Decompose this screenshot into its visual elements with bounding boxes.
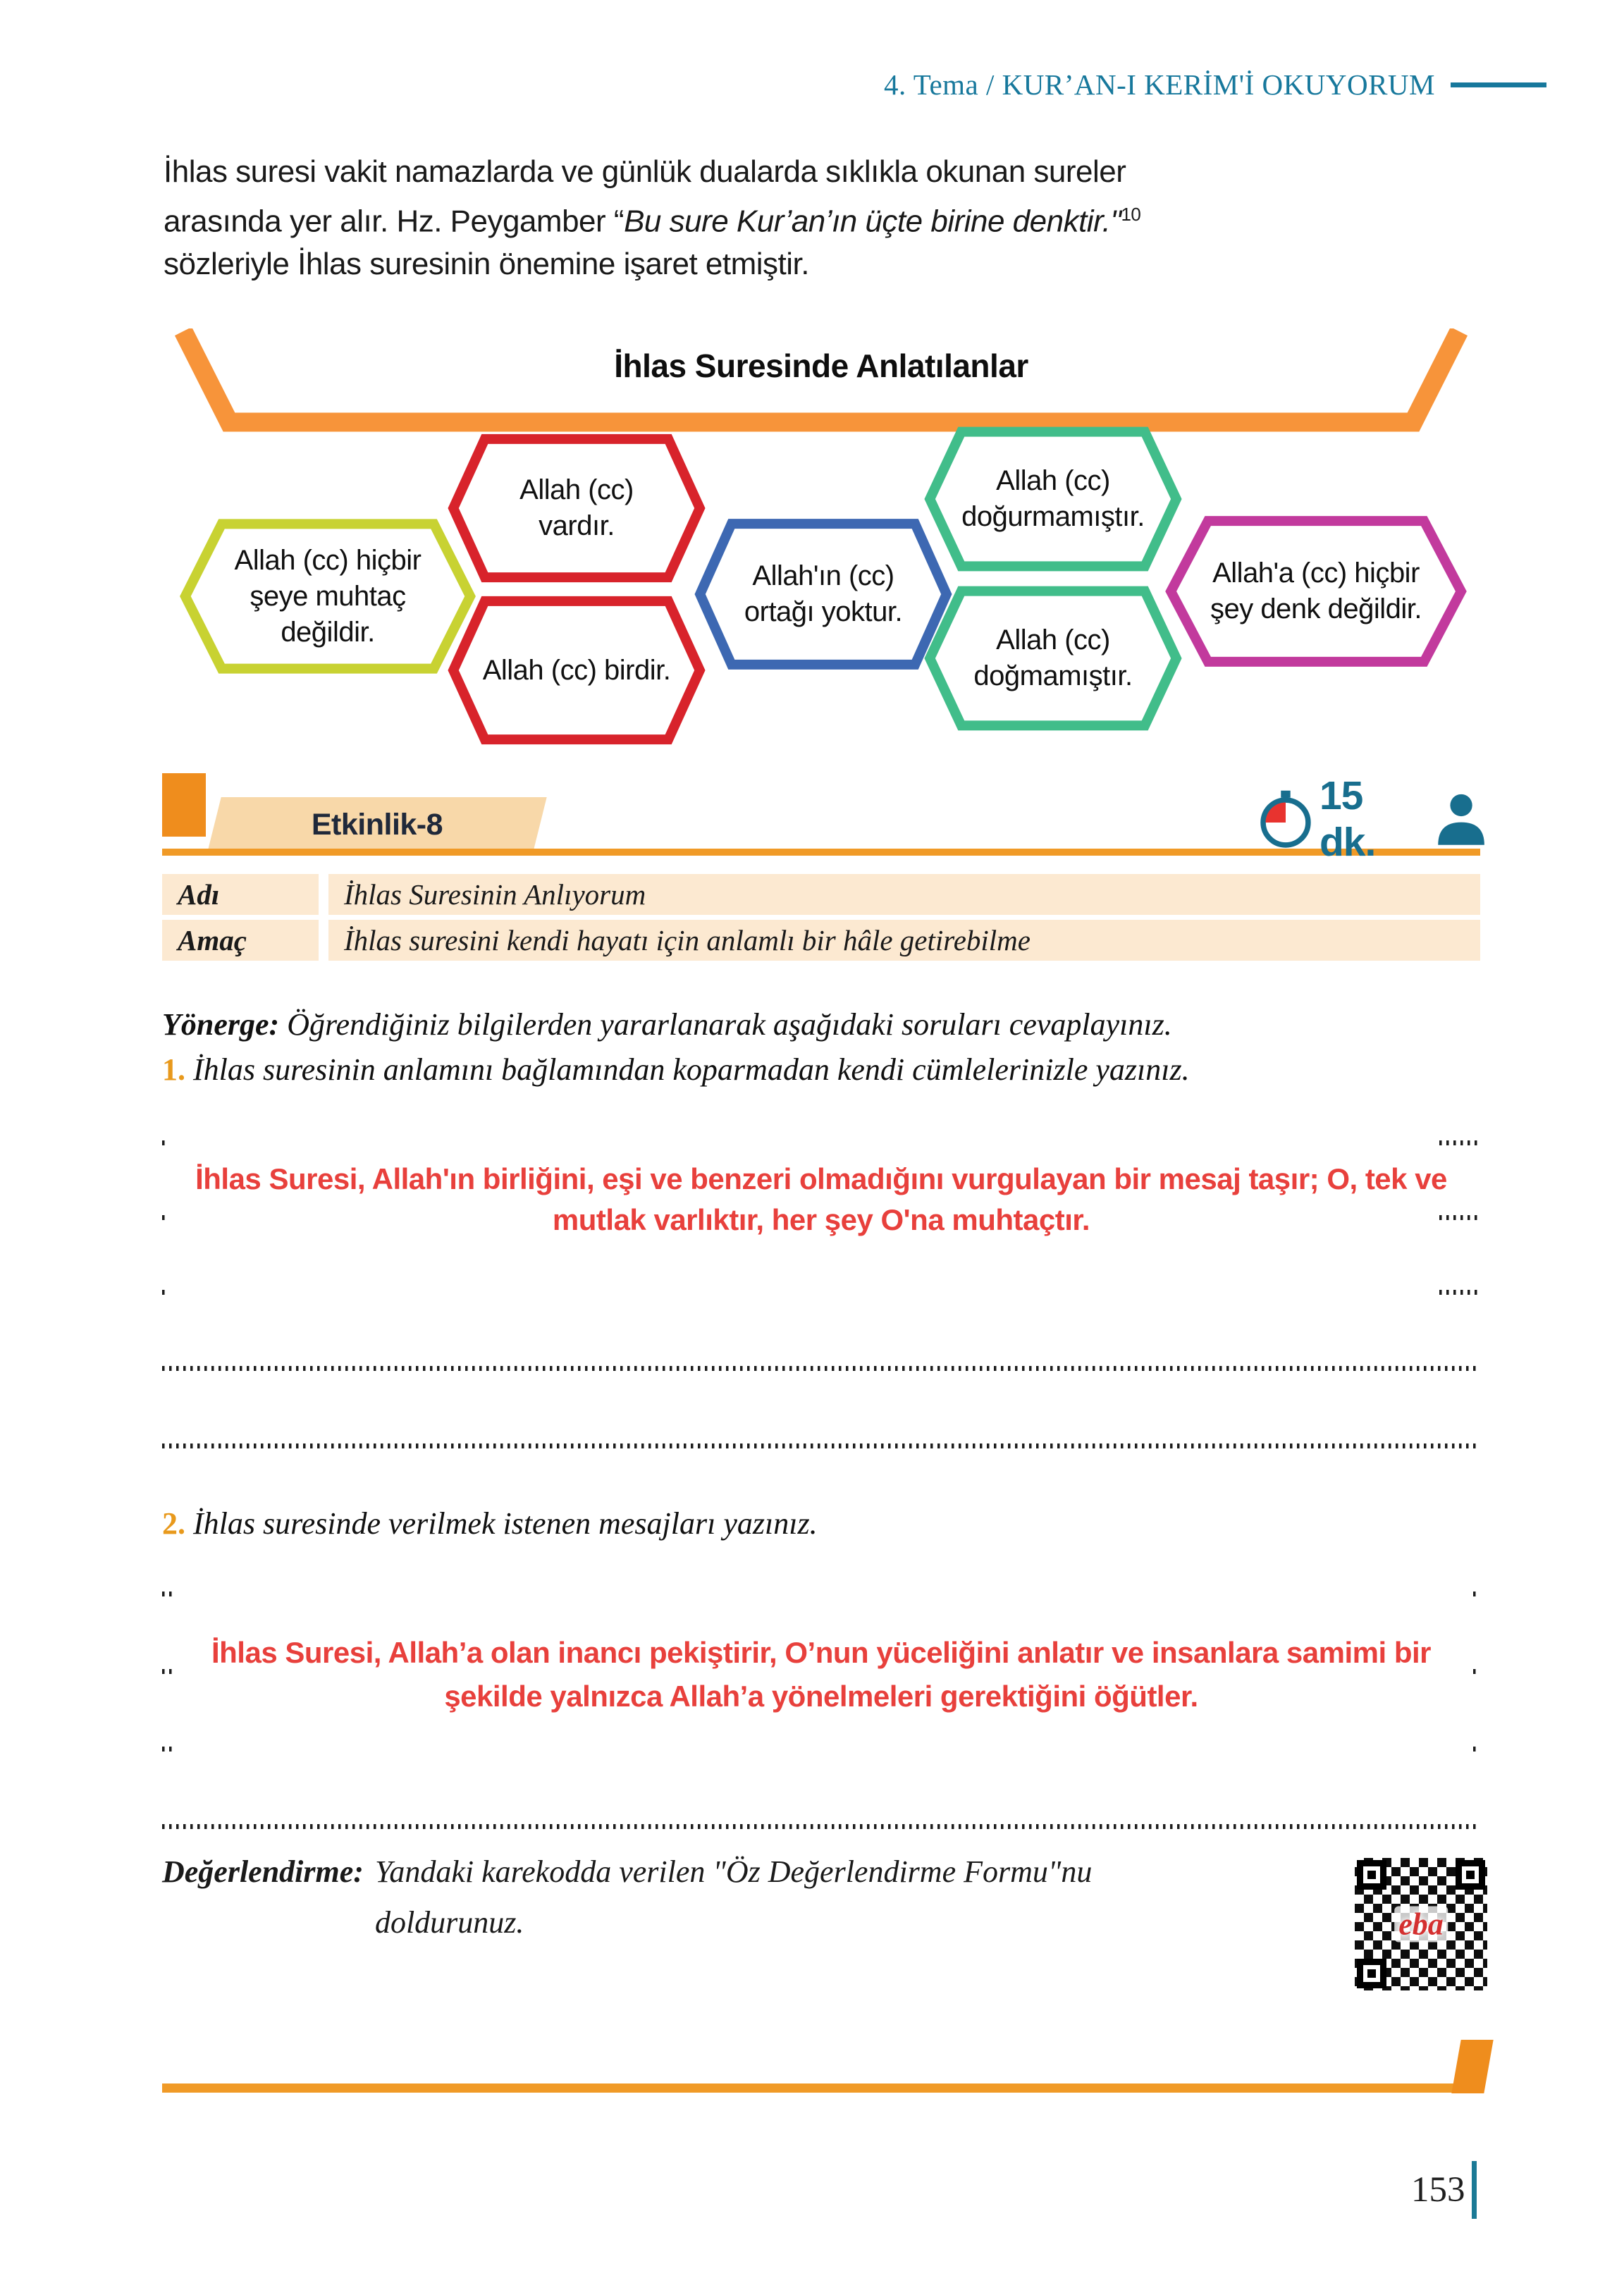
evaluation-label: Değerlendirme: — [162, 1854, 364, 1889]
qr-finder-icon — [1456, 1860, 1485, 1890]
answer-line — [162, 1366, 1480, 1371]
hexagon-denk-degildir — [1162, 513, 1470, 670]
answer-area-1 — [162, 1097, 1480, 1463]
page-header — [884, 68, 1546, 101]
hexagon-birdir — [445, 593, 708, 747]
row-value: İhlas suresini kendi hayatı için anlamlı bir hâle getirebilme — [328, 920, 1480, 961]
hexagon-label: Allah (cc) birdir. — [482, 654, 671, 686]
page-number-bar — [1472, 2161, 1477, 2219]
person-icon — [1434, 789, 1489, 849]
hexagon-vardir — [445, 431, 708, 585]
activity-timer — [1256, 773, 1489, 865]
chapter-title: 4. Tema / KUR’AN-I KERİM'İ OKUYORUM — [884, 68, 1435, 101]
hexagon-label: Allah (cc) vardır. — [519, 474, 634, 541]
hexagon-label: Allah (cc) doğurmamıştır. — [961, 465, 1145, 532]
answer-line — [162, 1747, 1480, 1752]
evaluation-note — [162, 1847, 1255, 1948]
handwritten-answer-2: İhlas Suresi, Allah’a olan inancı pekiştirir, O’nun yüceliğini anlatır ve insanlara samimi bir şekilde yalnızca Allah’a yönelmeleri gerektiğini öğütler. — [211, 1636, 1432, 1713]
activity-label: Etkinlik-8 — [311, 807, 443, 842]
page-number: 153 — [1411, 2170, 1465, 2210]
row-label: Adı — [162, 874, 319, 915]
question-number: 2. — [162, 1506, 185, 1541]
qr-code — [1355, 1858, 1487, 1990]
clock-icon — [1256, 789, 1315, 849]
hexagon-dogmamistir — [922, 584, 1184, 733]
activity-tag — [207, 797, 546, 852]
hexagon-diagram — [162, 423, 1480, 760]
answer-line — [162, 1592, 1480, 1596]
directive-text: Öğrendiğiniz bilgilerden yararlanarak aşağıdaki soruları cevaplayınız. — [279, 1007, 1172, 1042]
diagram-title: İhlas Suresinde Anlatılanlar — [614, 347, 1028, 384]
hexagon-label: Allah (cc) hiçbir şeye muhtaç değildir. — [234, 544, 422, 648]
hexagon-dogurmamistir — [922, 424, 1184, 574]
question-2 — [162, 1506, 1480, 1541]
hexagon-label: Allah (cc) doğmamıştır. — [973, 624, 1133, 691]
table-row — [162, 920, 1480, 961]
intro-text-2: sözleriyle İhlas suresinin önemine işaret etmiştir. — [164, 246, 809, 281]
directive-label: Yönerge: — [162, 1007, 280, 1042]
row-value: İhlas Suresinin Anlıyorum — [328, 874, 1480, 915]
footer-rule — [162, 2083, 1453, 2093]
answer-line — [162, 1443, 1480, 1448]
hexagon-label: Allah'a (cc) hiçbir şey denk değildir. — [1210, 558, 1422, 624]
answer-line — [162, 1140, 1480, 1145]
table-row — [162, 874, 1480, 915]
hexagon-muhtac-degildir — [176, 516, 479, 677]
eba-logo: eba — [1394, 1907, 1448, 1943]
footnote-marker: 10 — [1121, 204, 1141, 225]
diagram-banner — [162, 328, 1480, 436]
intro-paragraph — [164, 151, 1214, 285]
question-number: 1. — [162, 1052, 185, 1087]
hexagon-label: Allah'ın (cc) ortağı yoktur. — [744, 560, 903, 627]
hexagon-ortagi-yoktur — [692, 516, 954, 672]
row-label: Amaç — [162, 920, 319, 961]
directive — [162, 1007, 1480, 1042]
answer-line — [162, 1290, 1480, 1295]
evaluation-text: Yandaki karekodda verilen "Öz Değerlendirme Formu"nu doldurunuz. — [374, 1854, 1093, 1940]
intro-text-1: İhlas suresi vakit namazlarda ve günlük dualarda sıklıkla okunan sureler arasında yer alır. Hz. Peygamber “ — [164, 154, 1126, 239]
question-text: İhlas suresinin anlamını bağlamından koparmadan kendi cümlelerinizle yazınız. — [185, 1052, 1190, 1087]
answer-line — [162, 1824, 1480, 1829]
question-1 — [162, 1052, 1480, 1088]
intro-quote: Bu sure Kur’an’ın üçte birine denktir." — [624, 204, 1121, 239]
duration-label: 15 dk. — [1319, 773, 1376, 865]
qr-finder-icon — [1357, 1860, 1386, 1890]
activity-accent-square — [162, 773, 206, 837]
header-rule — [1451, 82, 1546, 87]
qr-finder-icon — [1357, 1959, 1386, 1988]
answer-area-2 — [162, 1548, 1480, 1837]
question-text: İhlas suresinde verilmek istenen mesajları yazınız. — [185, 1506, 818, 1541]
handwritten-answer-1: İhlas Suresi, Allah'ın birliğini, eşi ve benzeri olmadığını vurgulayan bir mesaj taşır; O, tek ve mutlak varlıktır, her şey O'na muhtaçtır. — [195, 1162, 1447, 1236]
footer-accent-square — [1451, 2040, 1493, 2093]
